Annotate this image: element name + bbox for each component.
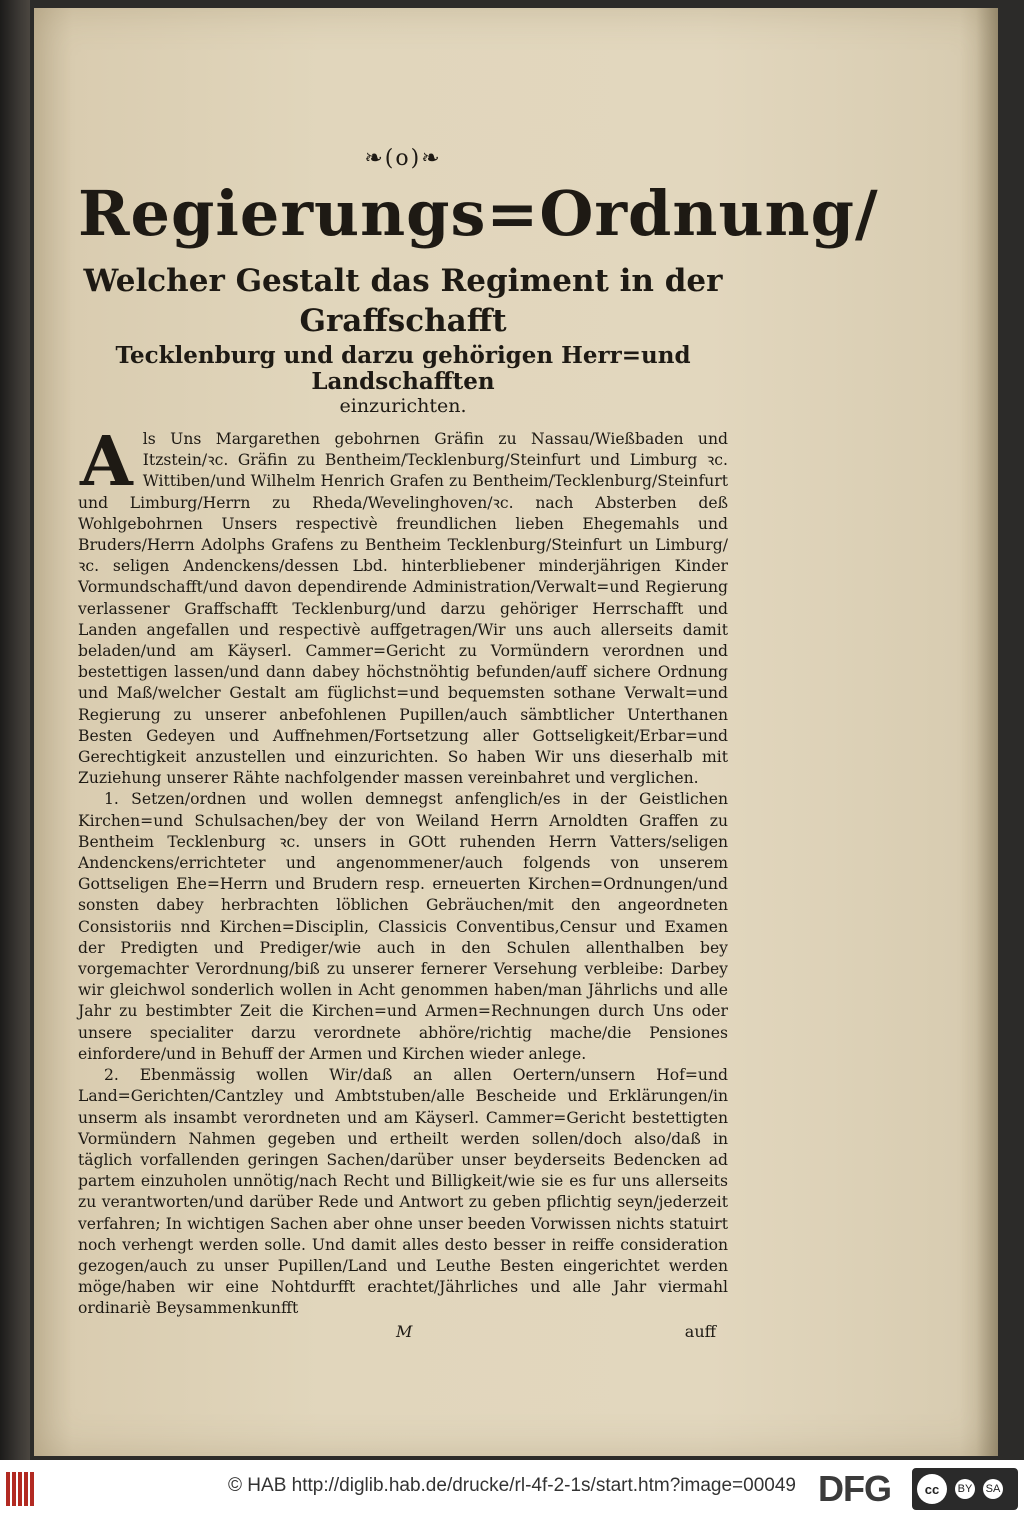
footer-bar xyxy=(0,1460,1024,1518)
signature-mark: M xyxy=(396,1321,413,1341)
page-edge-shadow xyxy=(976,8,998,1456)
page-foot xyxy=(78,1322,728,1346)
creative-commons-icon[interactable] xyxy=(912,1468,1018,1510)
subtitle-line-2: Tecklenburg und darzu gehörigen Herr=und Landschafften xyxy=(115,342,691,395)
intro-paragraph xyxy=(78,422,728,789)
cc-sa-icon: SA xyxy=(983,1479,1003,1499)
page-content xyxy=(78,146,879,1346)
intro-text: ls Uns Margarethen gebohrnen Gräfin zu Nassau/Wießbaden und Itzstein/ꝛc. Gräfin zu Bentheim/Tecklenburg/Steinfurt und Limburg ꝛc. Wittiben/und Wilhelm Henrich Grafen zu Bentheim/Tecklenburg/Steinfurt und Limburg/Herrn zu Rheda/Wevelinghoven/ꝛc. nach Absterben deß Wohlgebohrnen Unsers respectivè freundlichen lieben Ehegemahls und Bruders/Herrn Adolphs Grafens zu Bentheim Tecklenburg/Steinfurt un Limburg/ꝛc. seligen Andenckens/dessen Lbd. hinterbliebener minderjährigen Kinder Vormundschafft/und davon dependirende Administration/Verwalt=und Regierung verlassener Graffschafft Tecklenburg/und darzu gehöriger Herrschafft und Landen angefallen und respectivè auffgetragen/Wir uns auch allerseits damit beladen/und am Käyserl. Cammer=Gericht zu Vormündern verordnen und bestettigen lassen/und dann dabey höchstnöhtig befunden/auff sichere Ordnung und Maß/welcher Gestalt am füglichst=und bequemsten sothane Verwalt=und Regierung zu unserer anbefohlenen Pupillen/auch sämbtlicher Unterthanen Besten Gedeyen und Auffnehmen/Fortsetzung aller Gottseligkeit/Erbar=und Gerechtigkeit anzustellen und einzurichten. So haben Wir uns dieserhalb mit Zuziehung unserer Rähte nachfolgender massen vereinbahret und verglichen. xyxy=(78,430,728,788)
page-title: Regierungs=Ordnung/ xyxy=(78,177,879,250)
cc-circle: cc xyxy=(917,1474,947,1504)
paragraph-2: 2. Ebenmässig wollen Wir/daß an allen Oertern/unsern Hof=und Land=Gerichten/Cantzley und Ambtstuben/alle Bescheide und Erklärungen/in unserm als insambt verordneten und am Käyserl. Cammer=Gericht bestettigten Vormündern Nahmen gegeben und ertheilt werden sollen/doch also/daß in täglich vorfallenden geringen Sachen/darüber unser beyderseits Bedencken ad partem einzuholen unnötig/nach Recht und Billigkeit/wie sie es fur uns allerseits zu verantworten/und darüber Rede und Antwort zu geben pflichtig seyn/jederzeit verfahren; In wichtigen Sachen aber ohne unser beeden Vorwissen nichts statuirt noch verhengt werden solle. Und damit alles desto besser in reiffe consideration gezogen/auch zu unser Pupillen/Land und Leuthe Besten eingerichtet werden möge/haben wir eine Nohtdurfft erachtet/Jährliches und alle Jahr viermahl ordinariè Beysammenkunfft xyxy=(78,1066,728,1318)
body-text xyxy=(78,422,728,1320)
document-page xyxy=(34,8,998,1456)
drop-cap: A xyxy=(80,422,133,502)
catchword: auff xyxy=(684,1321,716,1341)
subtitle: Welcher Gestalt das Regiment in der Graffschafft xyxy=(83,263,723,339)
cc-by-icon: BY xyxy=(955,1479,975,1499)
paragraph-1: 1. Setzen/ordnen und wollen demnegst anfenglich/es in der Geistlichen Kirchen=und Schulsachen/bey der von Weiland Herrn Arnoldten Graffen zu Bentheim Tecklenburg ꝛc. unsers in GOtt ruhenden Herrn Vatters/seligen Andenckens/errichteter und angenommener/auch folgends von unserem Gottseligen Ehe=Herrn und Brudern resp. erneuerten Kirchen=Ordnungen/und sonsten dabey herbrachten löblichen Gebräuchen/mit den angeordneten Consistoriis nnd Kirchen=Disciplin, Classicis Conventibus,Censur und Examen der Predigten und Prediger/wie auch in den Schulen allenthalben bey vorgemachter Verordnung/biß zu unserer fernerer Versehung verbleibe: Darbey wir gleichwol sonderlich wollen in Acht genommen haben/man Jährlichs und alle Jahr zu bestimbter Zeit die Kirchen=und Armen=Rechnungen durch Uns oder unsere specialiter darzu verordnete abhöre/richtig mache/die Pensiones einfordere/und in Behuff der Armen und Kirchen wieder anlege. xyxy=(78,790,728,1063)
ornament-header: ❧(o)❧ xyxy=(364,146,442,171)
subtitle-line-3: einzurichten. xyxy=(339,395,467,417)
copyright-link[interactable]: © HAB http://diglib.hab.de/drucke/rl-4f-2-1s/start.htm?image=00049 xyxy=(228,1475,796,1496)
book-binding-edge xyxy=(0,0,30,1460)
dfg-logo: DFG xyxy=(818,1468,891,1509)
